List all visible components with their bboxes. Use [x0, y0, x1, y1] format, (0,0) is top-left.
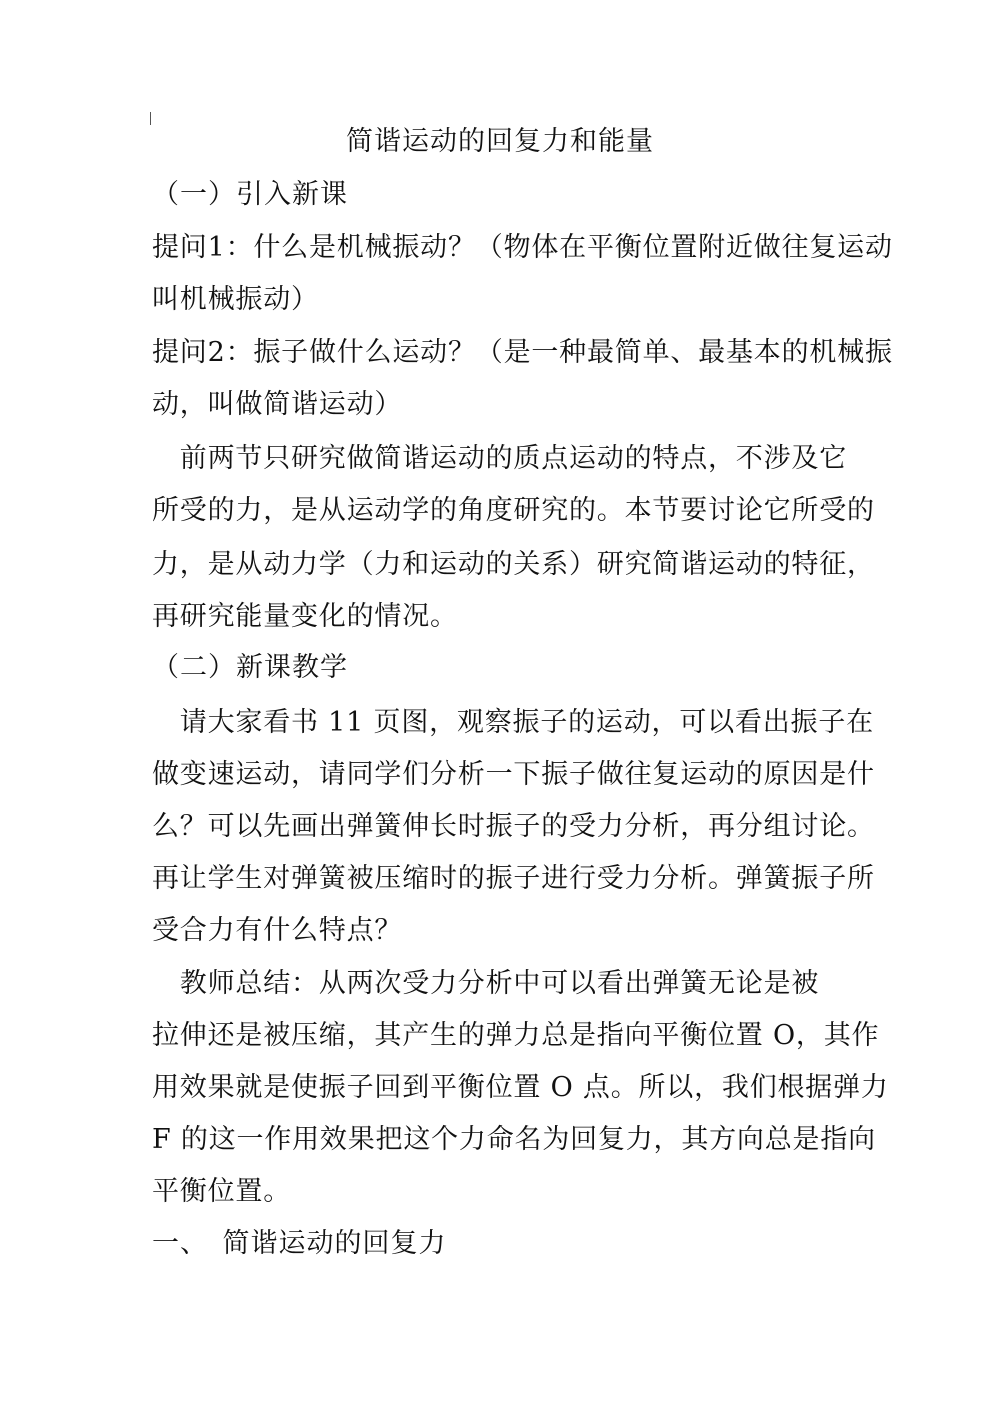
paragraph-line: 再研究能量变化的情况。 [152, 601, 458, 632]
section-heading-intro: （一）引入新课 [152, 179, 348, 210]
paragraph-line: 提问1：什么是机械振动？（物体在平衡位置附近做往复运动 [152, 232, 893, 263]
paragraph-line: 动，叫做简谐运动） [152, 389, 403, 420]
paragraph-line: 拉伸还是被压缩，其产生的弹力总是指向平衡位置 O，其作 [152, 1020, 880, 1051]
paragraph-line: 用效果就是使振子回到平衡位置 O 点。所以，我们根据弹力 [152, 1072, 889, 1103]
paragraph-line: 叫机械振动） [152, 284, 319, 315]
paragraph-line: 么？可以先画出弹簧伸长时振子的受力分析，再分组讨论。 [152, 811, 875, 842]
section-heading-restoring-force: 一、 简谐运动的回复力 [152, 1228, 447, 1259]
paragraph-line: 教师总结：从两次受力分析中可以看出弹簧无论是被 [152, 968, 820, 999]
paragraph-line: 前两节只研究做简谐运动的质点运动的特点，不涉及它 [152, 443, 847, 474]
section-heading-new-lesson: （二）新课教学 [152, 652, 348, 683]
paragraph-line: 所受的力，是从运动学的角度研究的。本节要讨论它所受的 [152, 495, 875, 526]
paragraph-line: 请大家看书 11 页图，观察振子的运动，可以看出振子在 [152, 707, 874, 738]
document-title: 简谐运动的回复力和能量 [346, 126, 654, 157]
paragraph-line: 再让学生对弹簧被压缩时的振子进行受力分析。弹簧振子所 [152, 863, 875, 894]
paragraph-line: 受合力有什么特点？ [152, 915, 403, 946]
paragraph-line: 平衡位置。 [152, 1176, 291, 1207]
paragraph-line: 提问2：振子做什么运动？（是一种最简单、最基本的机械振 [152, 337, 893, 368]
paragraph-line: 做变速运动，请同学们分析一下振子做往复运动的原因是什 [152, 759, 875, 790]
paragraph-line: 力，是从动力学（力和运动的关系）研究简谐运动的特征， [152, 549, 875, 580]
paragraph-line: F 的这一作用效果把这个力命名为回复力，其方向总是指向 [152, 1124, 876, 1155]
